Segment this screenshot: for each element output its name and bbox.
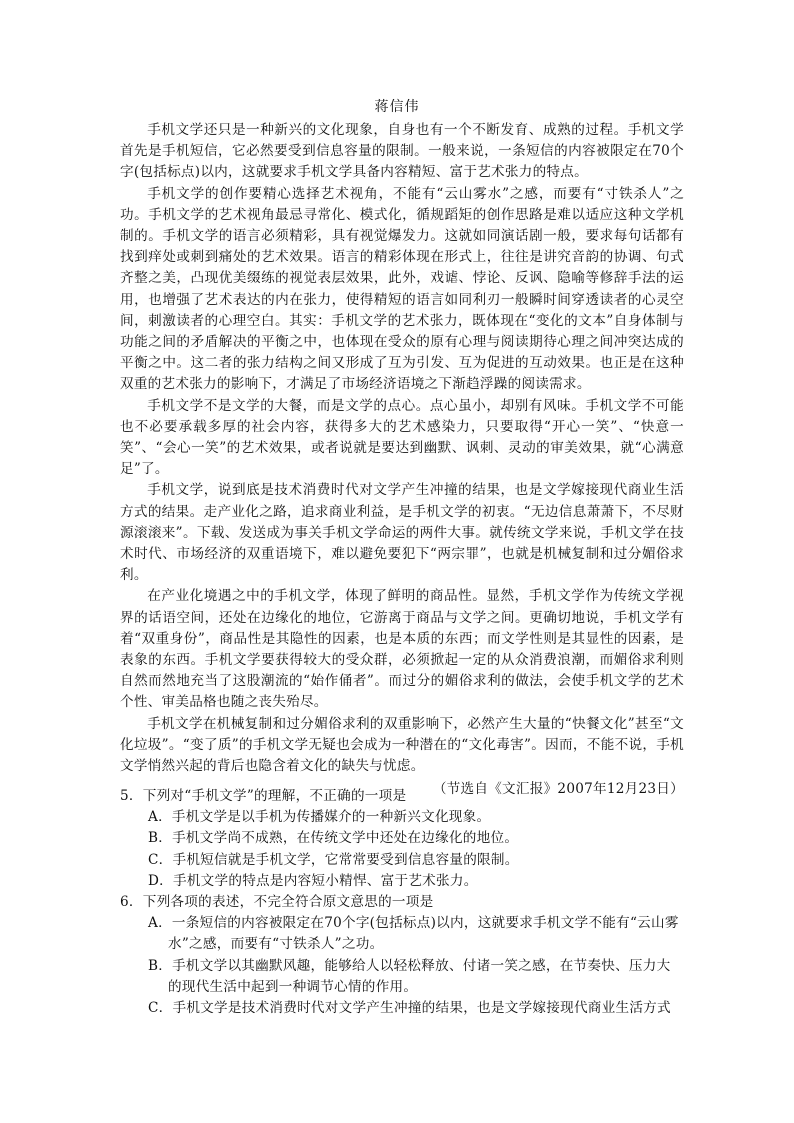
article-source: （节选自《文汇报》2007年12月23日） <box>432 781 684 798</box>
author-name: 蒋信伟 <box>374 99 420 115</box>
article-paragraph-3: 手机文学不是文学的大餐，而是文学的点心。点心虽小，却别有风味。手机文学不可能也不必要承载多厚的社会内容，获得多大的艺术感染力，只要取得“开心一笑”、“快意一笑”、“会心一笑”的艺术效果，或者说就是要达到幽默、讽刺、灵动的审美效果，就“心满意足”了。 <box>120 397 684 478</box>
option-a: A．手机文学是以手机为传播媒介的一种新兴文化现象。 <box>148 809 491 826</box>
option-d: D．手机文学的特点是内容短小精悍、富于艺术张力。 <box>148 872 478 889</box>
article-paragraph-2: 手机文学的创作要精心选择艺术视角，不能有“云山雾水”之感，而要有“寸铁杀人”之功。手机文学的艺术视角最忌寻常化、模式化，循规蹈矩的创作思路是难以适应这种文学机制的。手机文学的语言必须精彩，具有视觉爆发力。这就如同演话剧一般，要求每句话都有找到痒处或刺到痛处的艺术效果。语言的精彩体现在形式上，往往是讲究音韵的协调、句式齐整之美，凸现优美缀练的视觉表层效果，此外，戏谑、悖论、反讽、隐喻等修辞手法的运用，也增强了艺术表达的内在张力，使得精短的语言如同利刃一般瞬时间穿透读者的心灵空间，刺激读者的心理空白。其实：手机文学的艺术张力，既体现在“变化的文本”自身体制与功能之间的矛盾解决的平衡之中，也体现在受众的原有心理与阅读期待心理之间冲突达成的平衡之中。这二者的张力结构之间又形成了互为引发、互为促进的互动效果。也正是在这种双重的艺术张力的影响下，才满足了市场经济语境之下渐趋浮躁的阅读需求。 <box>120 185 684 393</box>
article-paragraph-6: 手机文学在机械复制和过分媚俗求利的双重影响下，必然产生大量的“快餐文化”甚至“文化垃圾”。“变了质”的手机文学无疑也会成为一种潜在的“文化毒害”。因而，不能不说，手机文学悄然兴起的背后也隐含着文化的缺失与忧虑。 <box>120 715 684 775</box>
option-a: A．一条短信的内容被限定在70个字(包括标点)以内，这就要求手机文学不能有“云山雾水”之感，而要有“寸铁杀人”之功。 <box>148 915 679 953</box>
question-6 <box>120 892 684 1019</box>
article-body <box>120 120 684 801</box>
article-paragraph-1: 手机文学还只是一种新兴的文化现象，自身也有一个不断发育、成熟的过程。手机文学首先是手机短信，它必然要受到信息容量的限制。一般来说，一条短信的内容被限定在70个字(包括标点)以内，这就要求手机文学具备内容精短、富于艺术张力的特点。 <box>120 122 684 181</box>
option-c: C．手机短信就是手机文学，它常常要受到信息容量的限制。 <box>148 851 519 868</box>
article-paragraph-4: 手机文学，说到底是技术消费时代对文学产生冲撞的结果，也是文学嫁接现代商业生活方式的结果。走产业化之路，追求商业利益，是手机文学的初衷。“无边信息萧萧下，不尽财源滚滚来”。下载、发送成为事关手机文学命运的两件大事。就传统文学来说，手机文学在技术时代、市场经济的双重语境下，难以避免要犯下“两宗罪”，也就是机械复制和过分媚俗求利。 <box>120 482 684 584</box>
article-paragraph-5: 在产业化境遇之中的手机文学，体现了鲜明的商品性。显然，手机文学作为传统文学视界的话语空间，还处在边缘化的地位，它游离于商品与文学之间。更确切地说，手机文学有着“双重身份”，商品性是其隐性的因素，也是本质的东西；而文学性则是其显性的因素，是表象的东西。手机文学要获得较大的受众群，必须掀起一定的从众消费浪潮，而媚俗求利则自然而然地充当了这股潮流的“始作俑者”。而过分的媚俗求利的做法，会使手机文学的艺术个性、审美品格也随之丧失殆尽。 <box>120 588 684 711</box>
option-b: B．手机文学尚不成熟，在传统文学中还处在边缘化的地位。 <box>148 830 519 847</box>
option-b: B．手机文学以其幽默风趣，能够给人以轻松释放、付诸一笑之感，在节奏快、压力大的现代生活中起到一种调节心情的作用。 <box>148 957 671 995</box>
option-c: C．手机文学是技术消费时代对文学产生冲撞的结果，也是文学嫁接现代商业生活方式 <box>148 1000 671 1017</box>
question-stem: 5．下列对“手机文学”的理解，不正确的一项是 <box>120 788 407 804</box>
question-stem: 6．下列各项的表述，不完全符合原文意思的一项是 <box>120 894 434 911</box>
question-5 <box>120 786 684 892</box>
questions-section <box>120 786 684 1019</box>
